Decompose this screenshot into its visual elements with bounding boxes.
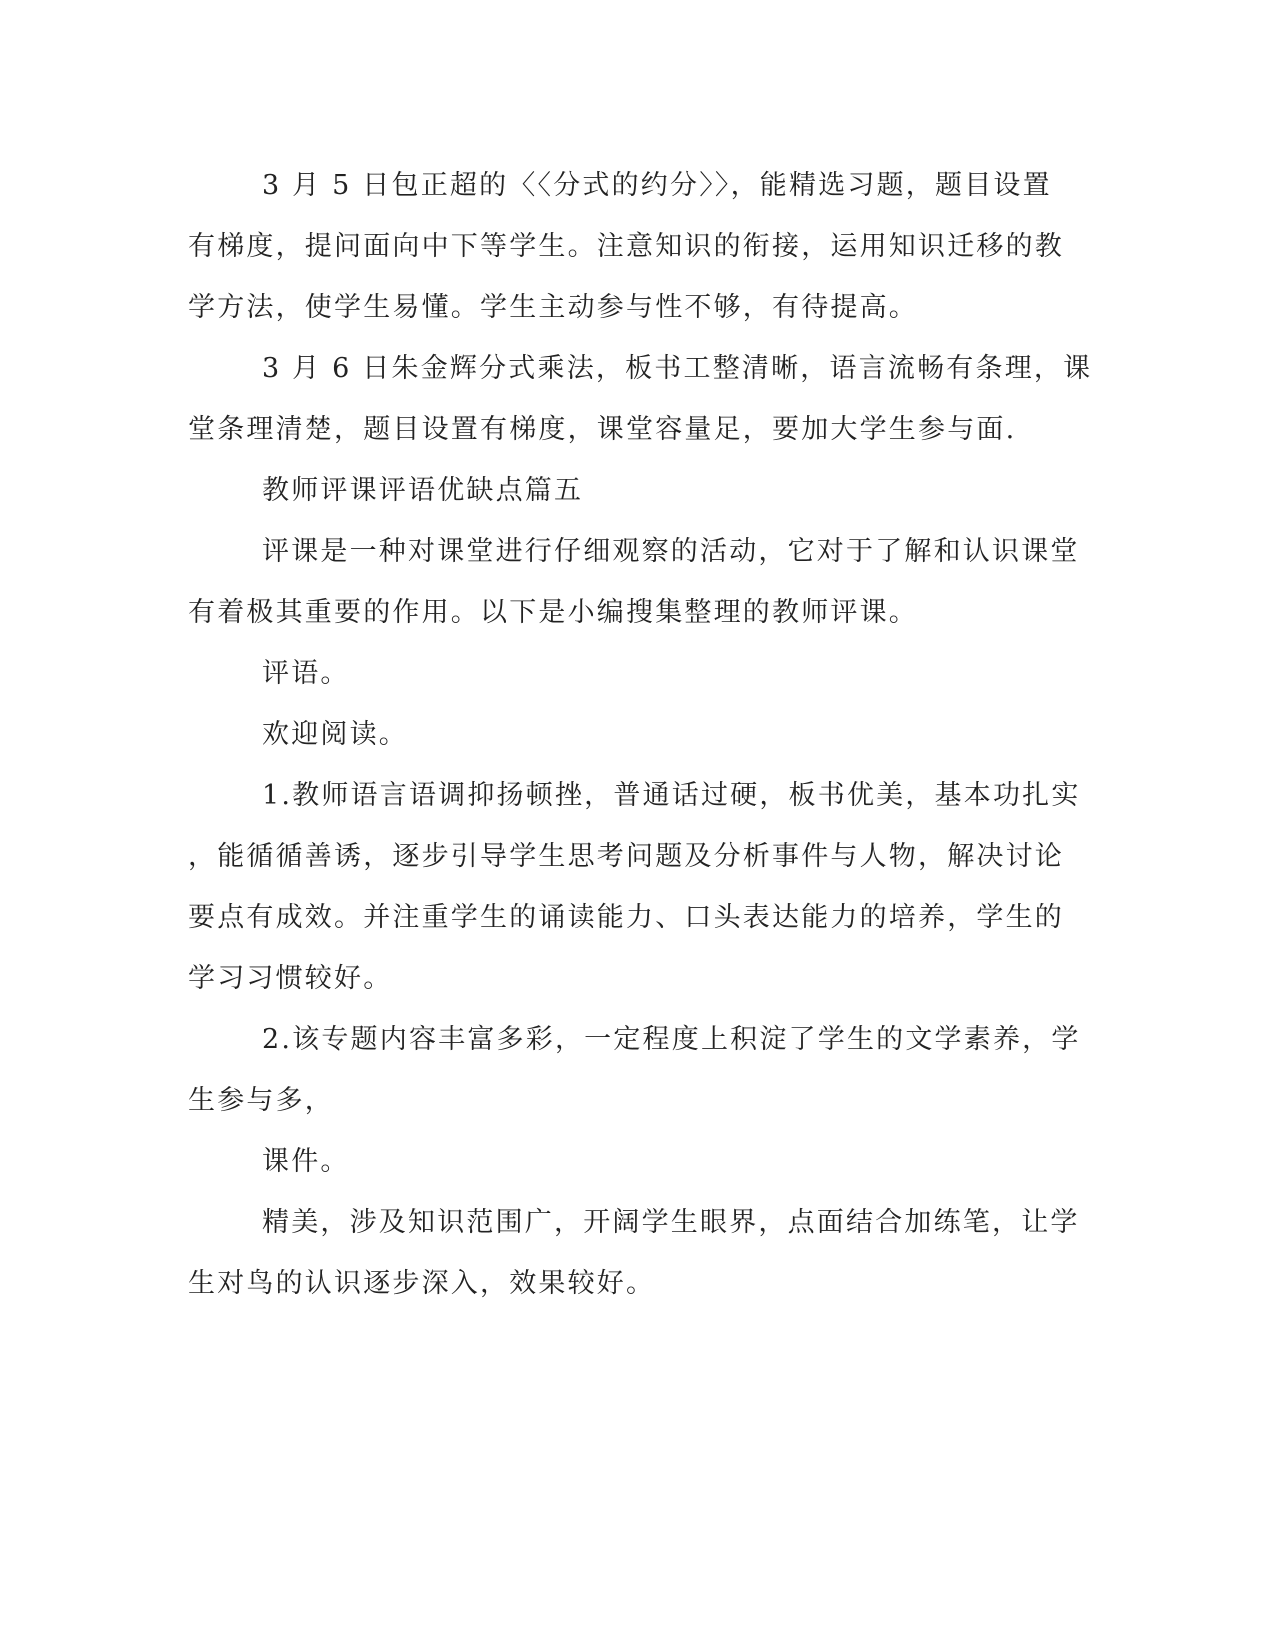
text-line: 3 月 6 日朱金辉分式乘法，板书工整清晰，语言流畅有条理，课 (262, 353, 1093, 384)
paragraph-4 (188, 521, 1083, 643)
text-line: 评课是一种对课堂进行仔细观察的活动，它对于了解和认识课堂 (262, 536, 1080, 567)
paragraph-9 (188, 1131, 1083, 1192)
paragraph-2 (188, 338, 1093, 460)
text-line: 精美，涉及知识范围广，开阔学生眼界，点面结合加练笔，让学 (262, 1207, 1080, 1238)
paragraph-7 (188, 765, 1083, 1009)
text-line: 课件。 (262, 1146, 350, 1177)
text-line: 2.该专题内容丰富多彩，一定程度上积淀了学生的文学素养，学 (262, 1024, 1081, 1055)
paragraph-8 (188, 1009, 1083, 1131)
text-line: 1.教师语言语调抑扬顿挫，普通话过硬，板书优美，基本功扎实 (262, 780, 1081, 811)
text-line: 3 月 5 日包正超的〈〈分式的约分〉〉，能精选习题，题目设置 (262, 170, 1052, 201)
text-line: 生参与多， (188, 1085, 334, 1116)
paragraph-5 (188, 643, 1083, 704)
text-line: 学习习惯较好。 (188, 963, 393, 994)
text-line: 学方法，使学生易懂。学生主动参与性不够，有待提高。 (188, 292, 918, 323)
paragraph-6 (188, 704, 1083, 765)
paragraph-1 (188, 155, 1083, 338)
text-line: 有梯度，提问面向中下等学生。注意知识的衔接，运用知识迁移的教 (188, 231, 1064, 262)
text-line: 评语。 (262, 658, 350, 689)
heading-text: 教师评课评语优缺点篇五 (262, 475, 584, 506)
text-line: 堂条理清楚，题目设置有梯度，课堂容量足，要加大学生参与面. (188, 414, 1017, 445)
document-body (188, 155, 1093, 1314)
text-line: 有着极其重要的作用。以下是小编搜集整理的教师评课。 (188, 597, 918, 628)
text-line: 生对鸟的认识逐步深入，效果较好。 (188, 1268, 656, 1299)
section-heading (188, 460, 1083, 521)
text-line: 欢迎阅读。 (262, 719, 408, 750)
text-line: 要点有成效。并注重学生的诵读能力、口头表达能力的培养，学生的 (188, 902, 1064, 933)
paragraph-10 (188, 1192, 1083, 1314)
text-line: ，能循循善诱，逐步引导学生思考问题及分析事件与人物，解决讨论 (188, 841, 1064, 872)
